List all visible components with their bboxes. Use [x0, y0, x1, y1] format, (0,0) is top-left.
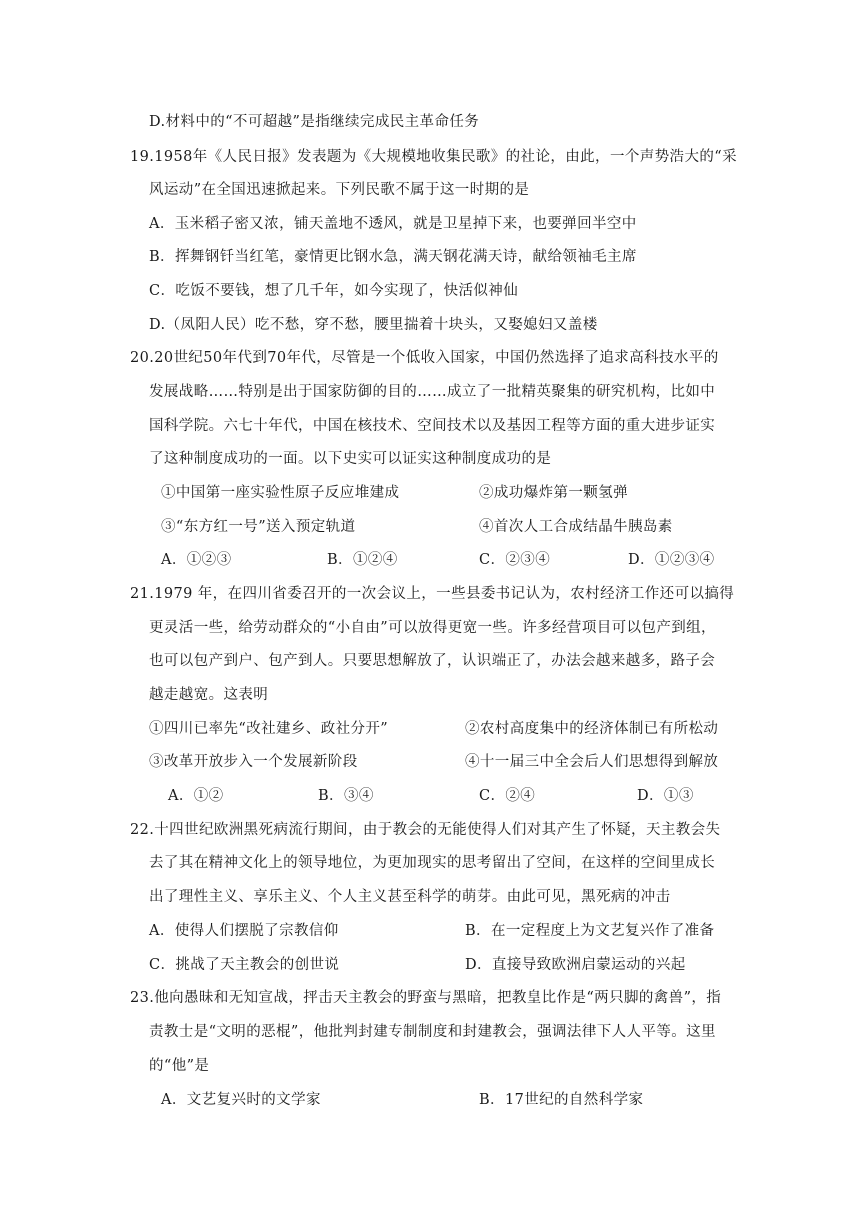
q19-option-d: D.（凤阳人民）吃不愁，穿不愁，腰里揣着十块头，又娶媳妇又盖楼 [149, 317, 598, 333]
q23-choice-b: B．17世纪的自然科学家 [479, 1092, 644, 1108]
q21-stem-line2: 更灵活一些，给劳动群众的“小自由”可以放得更宽一些。许多经营项目可以包产到组， [149, 620, 716, 636]
q21-choice-c: C．②④ [479, 788, 536, 804]
q18-option-d: D.材料中的“不可超越”是指继续完成民主革命任务 [149, 114, 480, 130]
q23-stem-line1: 23.他向愚昧和无知宣战，抨击天主教会的野蛮与黑暗，把教皇比作是“两只脚的禽兽”，指 [130, 990, 722, 1006]
q22-choice-a: A．使得人们摆脱了宗教信仰 [149, 923, 339, 939]
q20-stem-line2: 发展战略……特别是出于国家防御的目的……成立了一批精英聚集的研究机构，比如中 [149, 384, 716, 400]
q21-stem-line1: 21.1979 年，在四川省委召开的一次会议上，一些县委书记认为，农村经济工作还可以搞得 [130, 586, 735, 602]
q21-statement-4: ④十一届三中全会后人们思想得到解放 [465, 754, 719, 770]
q22-stem-line2: 去了其在精神文化上的领导地位，为更加现实的思考留出了空间，在这样的空间里成长 [149, 855, 716, 871]
q22-choice-b: B．在一定程度上为文艺复兴作了准备 [465, 923, 715, 939]
q20-stem-line3: 国科学院。六七十年代，中国在核技术、空间技术以及基因工程等方面的重大进步证实 [149, 418, 716, 434]
q19-option-b: B．挥舞钢钎当红笔，豪情更比钢水急，满天钢花满天诗，献给领袖毛主席 [149, 249, 637, 265]
q22-choice-d: D．直接导致欧洲启蒙运动的兴起 [465, 957, 686, 973]
q19-stem-line1: 19.1958年《人民日报》发表题为《大规模地收集民歌》的社论，由此，一个声势浩大的“采 [130, 149, 737, 165]
q20-stem-line4: 了这种制度成功的一面。以下史实可以证实这种制度成功的是 [149, 451, 552, 467]
q22-choice-c: C．挑战了天主教会的创世说 [149, 957, 340, 973]
q21-choice-a: A．①② [168, 788, 224, 804]
q20-statement-2: ②成功爆炸第一颗氢弹 [479, 485, 628, 501]
q20-choice-a: A．①②③ [161, 552, 232, 568]
q22-stem-line1: 22.十四世纪欧洲黑死病流行期间，由于教会的无能使得人们对其产生了怀疑，天主教会失 [130, 822, 721, 838]
q19-option-c: C．吃饭不要钱，想了几千年，如今实现了，快活似神仙 [149, 283, 519, 299]
q23-stem-line3: 的“他”是 [149, 1058, 210, 1074]
q21-statement-2: ②农村高度集中的经济体制已有所松动 [465, 721, 719, 737]
q21-statement-1: ①四川已率先“改社建乡、政社分开” [149, 721, 389, 737]
q20-choice-b: B．①②④ [327, 552, 398, 568]
q21-stem-line4: 越走越宽。这表明 [149, 687, 269, 703]
q22-stem-line3: 出了理性主义、享乐主义、个人主义甚至科学的萌芽。由此可见，黑死病的冲击 [149, 889, 671, 905]
q20-statement-1: ①中国第一座实验性原子反应堆建成 [161, 485, 400, 501]
q20-stem-line1: 20.20世纪50年代到70年代，尽管是一个低收入国家，中国仍然选择了追求高科技水平的 [130, 350, 719, 366]
q23-choice-a: A．文艺复兴时的文学家 [161, 1092, 321, 1108]
q19-option-a: A．玉米稻子密又浓，铺天盖地不透风，就是卫星掉下来，也要弹回半空中 [149, 216, 637, 232]
q20-choice-d: D．①②③④ [628, 552, 715, 568]
q20-statement-3: ③“东方红一号”送入预定轨道 [161, 519, 356, 535]
q21-stem-line3: 也可以包产到户、包产到人。只要思想解放了，认识端正了，办法会越来越多，路子会 [149, 653, 716, 669]
q19-stem-line2: 风运动”在全国迅速掀起来。下列民歌不属于这一时期的是 [149, 182, 530, 198]
q20-choice-c: C．②③④ [479, 552, 551, 568]
q20-statement-4: ④首次人工合成结晶牛胰岛素 [479, 519, 673, 535]
q23-stem-line2: 责教士是“文明的恶棍”，他批判封建专制制度和封建教会，强调法律下人人平等。这里 [149, 1024, 716, 1040]
q21-choice-d: D．①③ [637, 788, 694, 804]
q21-choice-b: B．③④ [318, 788, 374, 804]
q21-statement-3: ③改革开放步入一个发展新阶段 [149, 754, 358, 770]
